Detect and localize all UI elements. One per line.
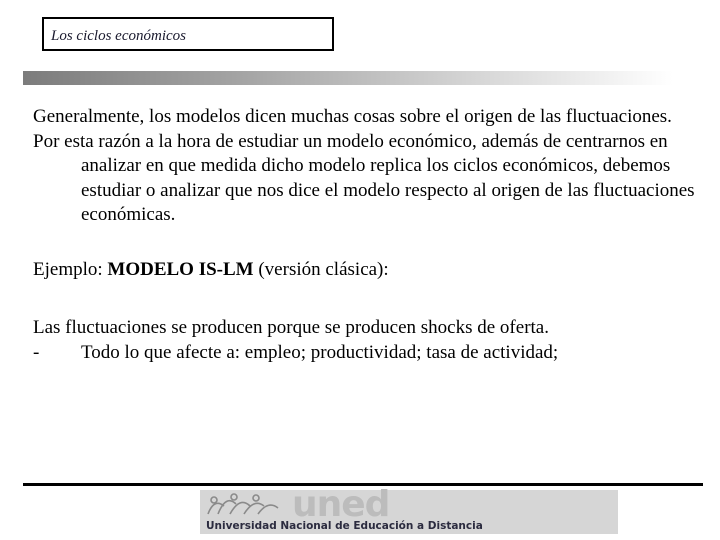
slide-title-box <box>42 17 334 51</box>
title-divider-bar <box>23 71 673 85</box>
bullet-item <box>33 341 703 366</box>
uned-emblem-icon <box>204 492 290 518</box>
paragraph-fluctuations: Las fluctuaciones se producen porque se producen shocks de oferta. <box>33 317 549 338</box>
slide-body <box>33 105 703 365</box>
paragraph-example <box>33 258 703 283</box>
paragraph-general: Generalmente, los modelos dicen muchas cosas sobre el origen de las fluctuaciones. <box>33 106 672 127</box>
slide-title: Los ciclos económicos <box>51 28 186 44</box>
example-prefix: Ejemplo: <box>33 258 108 280</box>
example-suffix: (versión clásica): <box>253 258 389 280</box>
logo-caption: Universidad Nacional de Educación a Distancia <box>206 520 483 532</box>
university-logo <box>200 484 618 534</box>
logo-wordmark: uned <box>292 484 390 525</box>
bullet-text: Todo lo que afecte a: empleo; productividad; tasa de actividad; <box>81 341 559 363</box>
bullet-marker: - <box>33 341 40 363</box>
example-model-name: MODELO IS-LM <box>107 258 254 280</box>
paragraph-reason: Por esta razón a la hora de estudiar un modelo económico, además de centrarnos en analizar en que medida dicho modelo replica los ciclos económicos, debemos estudiar o analizar que nos dice el modelo respecto al origen de las fluctuaciones económicas. <box>33 130 695 225</box>
